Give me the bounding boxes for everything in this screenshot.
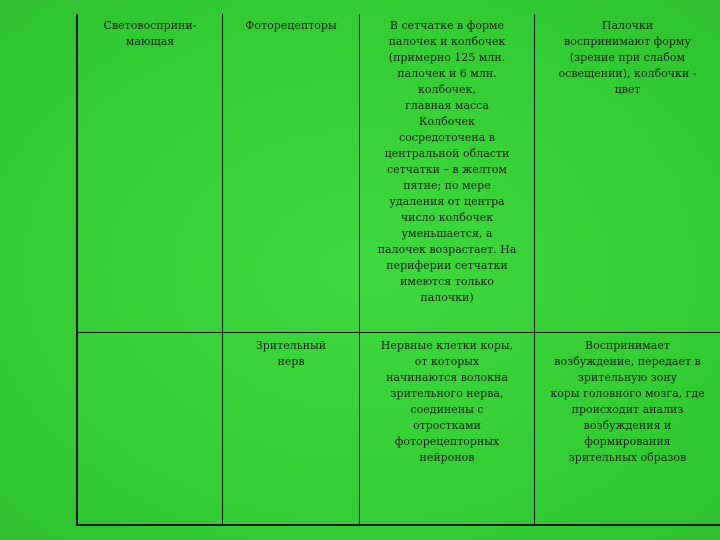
table-border-bottom [76, 524, 720, 526]
table-divider-col2 [359, 14, 360, 526]
table-row-1-col-3: В сетчатке в форме палочек и колбочек (примерно 125 млн. палочек и 6 млн. колбочек, главная масса Колбочек сосредоточена в центральной области сетчатки – в желтом пятне; по мере удаления от центра число колбочек уменьшается, а палочек возрастает. На периферии сетчатки имеются только палочки) [377, 19, 517, 304]
table-divider-col3 [534, 14, 535, 526]
table-row-divider [76, 332, 720, 333]
table-row-1-col-2: Фоторецепторы [245, 19, 337, 32]
table-row-1-col-1: Световосприни- мающая [103, 19, 197, 48]
table-row-2-col-4: Воспринимает возбуждение, передает в зрительную зону коры головного мозга, где происходит анализ возбуждения и формирования зрительных образов [550, 339, 705, 464]
table-row-2-col-3: Нервные клетки коры, от которых начинаются волокна зрительного нерва, соединены с отростками фоторецепторных нейронов [380, 339, 514, 464]
table-divider-col1 [222, 14, 223, 526]
table-row-1-col-4: Палочки воспринимают форму (зрение при слабом освещении), колбочки - цвет [558, 19, 697, 96]
table-border-left [76, 14, 78, 526]
table-row-2-col-2: Зрительный нерв [255, 339, 327, 368]
